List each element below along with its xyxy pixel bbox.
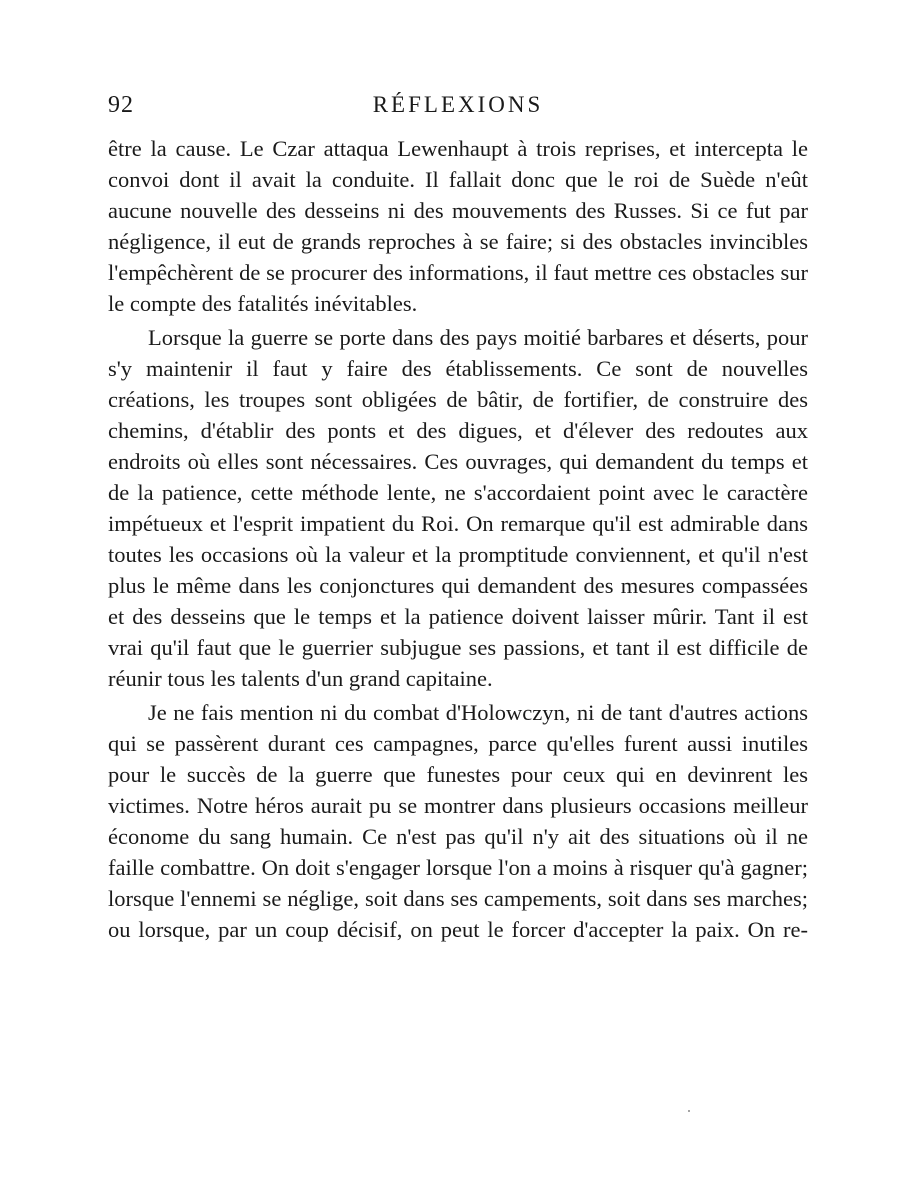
- paper-speck: [688, 1110, 690, 1112]
- running-head: [108, 92, 808, 124]
- paragraph-2: Lorsque la guerre se porte dans des pays moitié barbares et déserts, pour s'y maintenir il faut y faire des établissements. Ce sont de nouvelles créations, les troupes sont obligées de bâtir, de fortifier, de construire des chemins, d'établir des ponts et des digues, et d'élever des redoutes aux endroits où elles sont nécessaires. Ces ouvrages, qui demandent du temps et de la patience, cette méthode lente, ne s'accordaient point avec le caractère impétueux et l'esprit impatient du Roi. On remarque qu'il est admirable dans toutes les occasions où la valeur et la promptitude conviennent, et qu'il n'est plus le même dans les conjonctures qui demandent des mesures compassées et des desseins que le temps et la patience doivent laisser mûrir. Tant il est vrai qu'il faut que le guerrier subjugue ses passions, et tant il est difficile de réunir tous les talents d'un grand capitaine.: [108, 325, 808, 691]
- body-text: [108, 133, 808, 948]
- page-number: 92: [108, 92, 134, 118]
- paragraph-3: Je ne fais mention ni du combat d'Holowczyn, ni de tant d'autres actions qui se passèrent durant ces campagnes, parce qu'elles furent aussi inutiles pour le succès de la guerre que funestes pour ceux qui en devinrent les victimes. Notre héros aurait pu se montrer dans plusieurs occasions meilleur économe du sang humain. Ce n'est pas qu'il n'y ait des situations où il ne faille combattre. On doit s'engager lorsque l'on a moins à risquer qu'à gagner; lorsque l'ennemi se néglige, soit dans ses campements, soit dans ses marches; ou lorsque, par un coup décisif, on peut le forcer d'accepter la paix. On re-: [108, 700, 808, 942]
- running-title: RÉFLEXIONS: [372, 92, 544, 117]
- paragraph-1: être la cause. Le Czar attaqua Lewenhaupt à trois reprises, et intercepta le convoi dont il avait la conduite. Il fallait donc que le roi de Suède n'eût aucune nouvelle des desseins ni des mouvements des Russes. Si ce fut par négligence, il eut de grands reproches à se faire; si des obstacles invincibles l'empêchèrent de se procurer des informations, il faut mettre ces obstacles sur le compte des fatalités inévitables.: [108, 136, 808, 316]
